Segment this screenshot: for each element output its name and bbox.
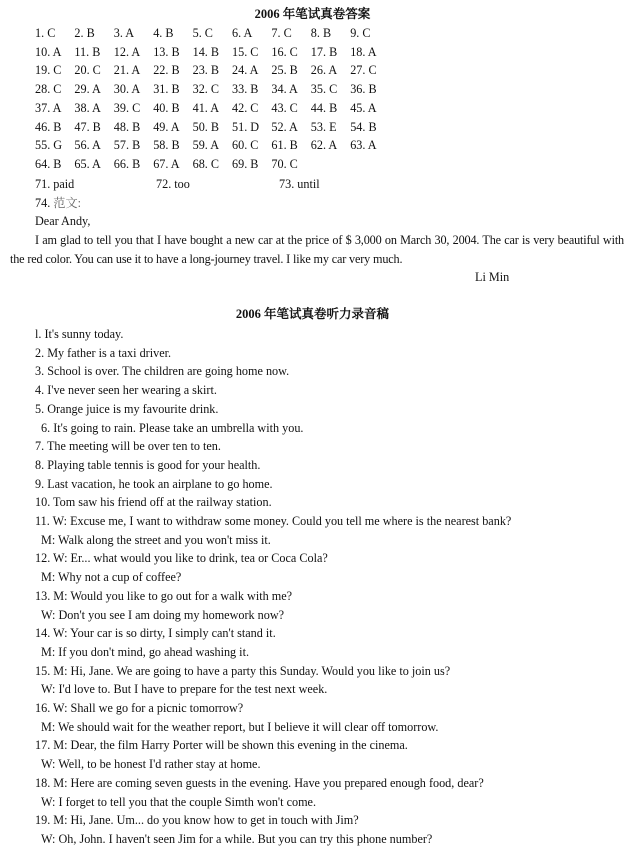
- answer-cell: 18. A: [350, 44, 377, 59]
- essay-label-text: 范文:: [53, 196, 82, 210]
- transcript-line: W: I forget to tell you that the couple Simth won't come.: [41, 794, 317, 809]
- letter-greeting: Dear Andy,: [35, 214, 91, 228]
- transcript-line: 3. School is over. The children are going home now.: [35, 364, 290, 379]
- transcript-line: M: Why not a cup of coffee?: [41, 570, 182, 585]
- transcript-line: 19. M: Hi, Jane. Um... do you know how to get in touch with Jim?: [35, 813, 359, 828]
- transcript-line: 2. My father is a taxi driver.: [35, 345, 172, 360]
- fill-in-answer: 73. until: [279, 177, 320, 191]
- answer-cell: 58. B: [153, 138, 180, 153]
- transcript-line: 17. M: Dear, the film Harry Porter will be shown this evening in the cinema.: [35, 738, 408, 753]
- answer-cell: 15. C: [232, 44, 259, 59]
- fill-in-answer: 71. paid: [35, 177, 75, 191]
- transcript-line: 15. M: Hi, Jane. We are going to have a party this Sunday. Would you like to join us?: [35, 663, 451, 678]
- transcript-title: 2006 年笔试真卷听力录音稿: [235, 307, 390, 321]
- transcript-line: 8. Playing table tennis is good for your health.: [35, 457, 261, 472]
- answer-cell: 69. B: [232, 156, 259, 171]
- answer-cell: 56. A: [74, 138, 101, 153]
- answer-cell: 42. C: [232, 100, 259, 115]
- essay-number: 74.: [35, 196, 51, 210]
- answer-cell: 16. C: [271, 44, 298, 59]
- transcript-line: M: Walk along the street and you won't miss it.: [41, 532, 271, 547]
- answer-cell: 67. A: [153, 156, 180, 171]
- answer-cell: 65. A: [74, 156, 101, 171]
- answer-cell: 39. C: [113, 100, 141, 115]
- answer-cell: 31. B: [153, 82, 180, 97]
- answer-cell: 34. A: [271, 82, 298, 97]
- answer-cell: 6. A: [232, 26, 253, 40]
- answer-cell: 24. A: [232, 63, 259, 78]
- answer-cell: 33. B: [232, 82, 259, 97]
- transcript-line: W: Oh, John. I haven't seen Jim for a while. But you can try this phone number?: [41, 831, 433, 846]
- answer-cell: 3. A: [113, 26, 135, 40]
- answer-cell: 23. B: [192, 63, 220, 78]
- answer-cell: 17. B: [310, 44, 338, 59]
- answer-cell: 26. A: [310, 63, 338, 78]
- answer-cell: 5. C: [192, 26, 213, 40]
- transcript-line: 5. Orange juice is my favourite drink.: [35, 401, 219, 416]
- answer-cell: 11. B: [74, 44, 101, 59]
- answer-cell: 59. A: [192, 138, 220, 153]
- answer-cell: 22. B: [153, 63, 180, 78]
- answer-cell: 52. A: [271, 119, 298, 134]
- letter-signature: Li Min: [475, 270, 510, 284]
- transcript-line: 16. W: Shall we go for a picnic tomorrow?: [35, 701, 244, 715]
- answer-cell: 37. A: [35, 100, 62, 115]
- answer-cell: 61. B: [271, 138, 298, 153]
- transcript-line: W: I'd love to. But I have to prepare for the test next week.: [41, 682, 328, 697]
- answer-cell: 47. B: [74, 119, 101, 134]
- transcript-line: W: Don't you see I am doing my homework now?: [41, 607, 285, 622]
- answer-cell: 62. A: [310, 138, 338, 153]
- answer-cell: 44. B: [310, 100, 338, 115]
- answer-cell: 2. B: [74, 26, 95, 40]
- transcript-line: 14. W: Your car is so dirty, I simply can't stand it.: [35, 626, 276, 641]
- transcript-line: 11. W: Excuse me, I want to withdraw some money. Could you tell me where is the nearest bank?: [35, 514, 512, 528]
- answer-cell: 64. B: [35, 156, 62, 171]
- answers-title: 2006 年笔试真卷答案: [254, 7, 371, 21]
- answer-cell: 50. B: [192, 119, 220, 134]
- answer-cell: 13. B: [153, 44, 180, 59]
- transcript-line: 9. Last vacation, he took an airplane to go home.: [35, 476, 273, 491]
- transcript-line: M: We should wait for the weather report, but I believe it will clear off tomorrow.: [41, 719, 439, 734]
- answer-cell: 7. C: [271, 26, 292, 40]
- transcript-line: 12. W: Er... what would you like to drink, tea or Coca Cola?: [35, 551, 328, 566]
- answer-cell: 54. B: [350, 119, 377, 134]
- answer-cell: 41. A: [192, 100, 220, 115]
- answer-cell: 19. C: [35, 63, 62, 78]
- answer-cell: 9. C: [350, 26, 371, 40]
- letter-body: I am glad to tell you that I have bought a new car at the price of $ 3,000 on March 30, 2004. The car is very beautiful with the red color. You can use it to have a long-journey travel. I like my car very much.: [10, 233, 624, 266]
- transcript-line: 6. It's going to rain. Please take an umbrella with you.: [41, 420, 304, 435]
- answer-cell: 8. B: [310, 26, 332, 40]
- answer-cell: 57. B: [113, 138, 141, 153]
- answer-cell: 28. C: [35, 82, 62, 97]
- answer-cell: 55. G: [35, 138, 63, 153]
- answer-cell: 14. B: [192, 44, 220, 59]
- answer-cell: 27. C: [350, 63, 377, 78]
- answer-cell: 29. A: [74, 82, 101, 97]
- answer-cell: 45. A: [350, 100, 377, 115]
- answer-cell: 68. C: [192, 156, 220, 171]
- answer-cell: 12. A: [113, 44, 141, 59]
- answer-cell: 43. C: [271, 100, 298, 115]
- answer-cell: 20. C: [74, 63, 101, 78]
- answer-cell: 1. C: [35, 26, 56, 40]
- answer-cell: 21. A: [113, 63, 141, 78]
- answer-cell: 46. B: [35, 119, 62, 134]
- transcript-line: 10. Tom saw his friend off at the railway station.: [35, 495, 272, 510]
- answer-cell: 48. B: [113, 119, 141, 134]
- transcript-line: 4. I've never seen her wearing a skirt.: [35, 383, 217, 398]
- transcript-line: M: If you don't mind, go ahead washing it.: [41, 644, 250, 659]
- answer-cell: 35. C: [310, 82, 338, 97]
- answer-cell: 66. B: [113, 156, 141, 171]
- transcript-line: 13. M: Would you like to go out for a walk with me?: [35, 588, 293, 603]
- answer-cell: 40. B: [153, 100, 180, 115]
- transcript-line: l. It's sunny today.: [35, 327, 124, 341]
- answer-cell: 25. B: [271, 63, 298, 78]
- answer-cell: 70. C: [271, 156, 298, 171]
- answer-cell: 38. A: [74, 100, 101, 115]
- transcript-line: W: Well, to be honest I'd rather stay at home.: [41, 757, 261, 772]
- answer-cell: 63. A: [350, 138, 377, 153]
- answer-cell: 32. C: [192, 82, 220, 97]
- answer-cell: 4. B: [153, 26, 174, 40]
- answer-cell: 30. A: [113, 82, 141, 97]
- answer-cell: 49. A: [153, 119, 180, 134]
- answer-cell: 36. B: [350, 82, 377, 97]
- essay-label: [35, 194, 81, 213]
- answer-cell: 53. E: [310, 119, 337, 134]
- answer-cell: 51. D: [232, 119, 260, 134]
- answer-cell: 10. A: [35, 44, 62, 59]
- answer-cell: 60. C: [232, 138, 259, 153]
- transcript-line: 7. The meeting will be over ten to ten.: [35, 439, 221, 454]
- fill-in-answer: 72. too: [156, 177, 190, 191]
- transcript-line: 18. M: Here are coming seven guests in the evening. Have you prepared enough food, dear?: [35, 775, 484, 790]
